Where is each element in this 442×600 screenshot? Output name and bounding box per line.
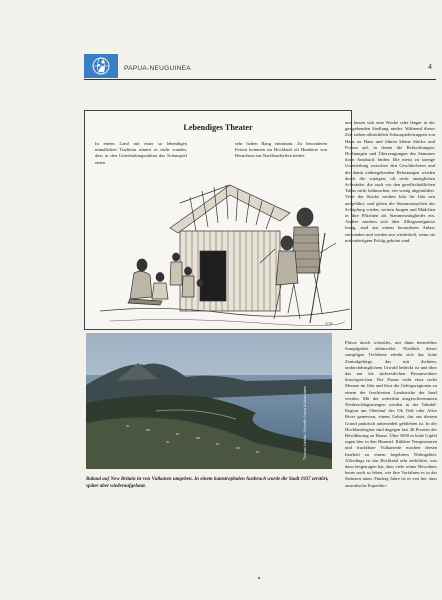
article-text-col-2: sehr hohen Rang einnimmt. Zu besonderen Festen kommen im Hochland oft Hunderte von Besuchern aus Nachbardörfern herbei — [235, 141, 327, 159]
page-header — [84, 54, 436, 76]
volcano-landscape-image — [86, 333, 332, 469]
article-text-col-1: In einem Land mit einer so lebendigen mündlichen Tradition nimmt es nicht wunder, dass in den Unterhaltungsstätten das Schauspiel einen — [95, 141, 187, 165]
rabaul-photo — [86, 333, 332, 469]
article-text-col-3: und lassen sich eine Woche oder länger in der gastgebenden Siedlung nieder. Während dieser Zeit ziehen allnächtlich Schauspielertruppen von Haus zu Haus und führen kleine Stücke und Possen auf, in denen die Befürchtungen, Hoffnungen und Überzeugungen des Stammes ihren Ausdruck finden. Die meist zu strenge Unterteilung zwischen den Geschlechtern und die damit einhergehenden Belastungen werden durch die witzigen, oft recht anzüglichen Schwänke, die auch vor den gesellschaftlichen Tabus nicht haltmachen, ein wenig abgemildert. Viele der Stücke werden Jahr für Jahr neu aufgeführt, und gehen die Stammesmythen der Schöpfung wieder, weisen Jungen und Mädchen in ihre Pflichten als Stammesmitglieder ein. Andere machen sich über Alltagsereignisse lustig, sind aus einem besonderen Anlass entstanden und werden nur wiederholt, wenn sie mit unfertigem Erfolg gekrönt sind. — [345, 120, 435, 243]
photo-credit: Thomas Nebbia / Woodfin Camp & Associates — [303, 386, 307, 460]
header-rule — [84, 79, 436, 80]
page-number: 4 — [428, 64, 432, 71]
feature-box — [84, 110, 352, 330]
photo-caption: Rabaul auf New Britain ist von Vulkanen umgeben. In einem katastrophalen Ausbruch wurde die Stadt 1937 zerstört, später aber wiederaufgebaut. — [86, 477, 329, 489]
article-continuation: Flüsse durch schwüles, nur dünn besiedeltes Sumpfgebiet dahinwälzt. Nördlich dieser sumpfigen Tiefebene erhebt sich das hohe Zentralgebirge, das mit dichtem, undurchdringlichem Urwald bedeckt ist und über das nur die südwestlichen Passanwohner hinwegreichen. Der Passat weht etwa sechs Monate im Jahr und lässt die Gebirgsregionen zu einem der feuchtesten Landstriche der Insel werden. Mit der weiterhin ausgeschwemmten Niederschlagsmengen werden in der Tabubil-Region am Oberlauf des Ok Tedi oder Alice River gemessen, einem Gebiet, das aus diesem Grund praktisch unbesiedelt geblieben ist. In der Hochlandregion sind dagegen fast 40 Prozent der Bevölkerung zu Hause. Über 3000 m hohe Gipfel ragen hier in den Himmel. Kühlere Temperaturen und fruchtbare Vulkanerde machen diesen Inselteil zu einem begehrten Wohngebiet. Allerdings ist das Hochland sehr zerklüftet, was dazu beigetragen hat, dass viele seiner Bewohner heute noch so leben, wie ihre Vorfahren es in der Steinzeit taten. Fünfzig Jahre ist es erst her, dass australische Expeditio- — [345, 340, 437, 488]
country-label: PAPUA-NEUGUINEA — [124, 65, 191, 72]
unicef-logo — [84, 54, 118, 78]
illustration-signature: A.W. — [325, 321, 334, 326]
article-title: Lebendiges Theater — [183, 123, 253, 132]
page-marker — [258, 577, 260, 579]
theater-illustration — [100, 173, 350, 329]
